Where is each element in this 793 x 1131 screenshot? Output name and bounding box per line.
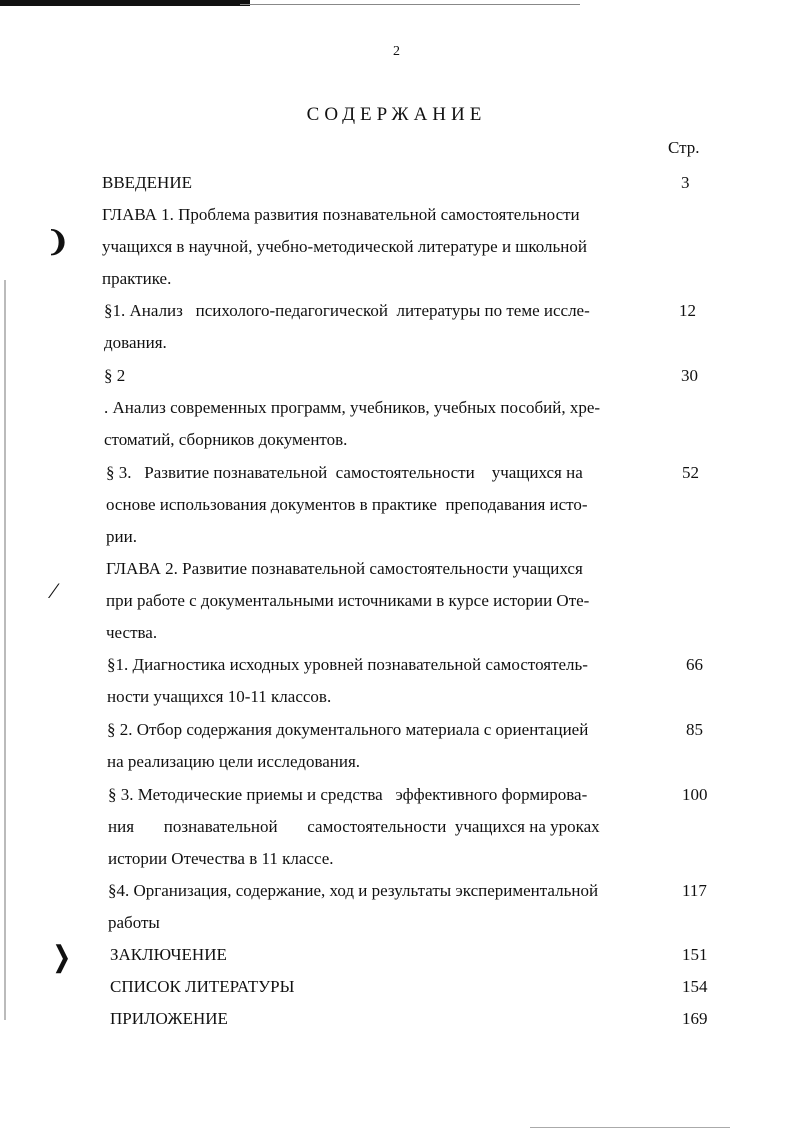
- toc-entry-page: 12: [679, 301, 696, 320]
- toc-entry-page: 52: [682, 463, 699, 482]
- toc-entry-line: стоматий, сборников документов.: [104, 430, 348, 449]
- toc-entry: [0, 649, 793, 713]
- scan-artifact-top: [0, 0, 250, 6]
- toc-entry-line: ГЛАВА 1. Проблема развития познавательной самостоятельности: [102, 205, 580, 224]
- toc-entry-line: работы: [108, 913, 160, 932]
- toc-entry-page: 117: [682, 881, 707, 900]
- toc-entry: [0, 714, 793, 778]
- toc-entry: [0, 360, 793, 456]
- toc-entry-page: 3: [681, 173, 690, 192]
- toc-entry-line: §4. Организация, содержание, ход и результаты экспериментальной: [108, 881, 599, 900]
- toc-entry-line: истории Отечества в 11 классе.: [108, 849, 334, 868]
- toc-entry-line: ВВЕДЕНИЕ: [102, 173, 192, 192]
- toc-entry: [0, 939, 793, 971]
- scan-artifact-top-line: [240, 4, 580, 5]
- toc-entry-line: §1. Диагностика исходных уровней познавательной самостоятель-: [107, 655, 588, 674]
- toc-entry-page: 100: [682, 785, 708, 804]
- toc-entry-line: § 2: [104, 366, 126, 385]
- toc-entry-page: 30: [681, 366, 698, 385]
- toc-entry-line: ности учащихся 10-11 классов.: [107, 687, 332, 706]
- toc-entry-line: на реализацию цели исследования.: [107, 752, 361, 771]
- toc-entry-line: § 2. Отбор содержания документального материала с ориентацией: [107, 720, 589, 739]
- toc-entry-line: дования.: [104, 333, 167, 352]
- toc-entry: [0, 199, 793, 295]
- toc-entry-line: . Анализ современных программ, учебников, учебных пособий, хре-: [104, 398, 601, 417]
- toc-entry-line: § 3. Развитие познавательной самостоятельности учащихся на: [106, 463, 583, 482]
- toc-entry-page: 66: [686, 655, 703, 674]
- toc-entry: [0, 779, 793, 875]
- toc-entry-line: ния познавательной самостоятельности учащихся на уроках: [108, 817, 600, 836]
- toc-entry-line: учащихся в научной, учебно-методической литературе и школьной: [102, 237, 587, 256]
- toc-entry-line: основе использования документов в практике преподавания исто-: [106, 495, 588, 514]
- toc-entry-page: 169: [682, 1009, 708, 1028]
- toc-entry: [0, 875, 793, 939]
- page-column-label: Стр.: [668, 138, 700, 157]
- toc-entry-page: 85: [686, 720, 703, 739]
- toc-entry-line: § 3. Методические приемы и средства эффективного формирова-: [108, 785, 588, 804]
- toc-entry-page: 151: [682, 945, 708, 964]
- toc-entry: [0, 295, 793, 359]
- toc-entry-line: рии.: [106, 527, 137, 546]
- toc-entry: [0, 971, 793, 1003]
- toc-entry-line: ГЛАВА 2. Развитие познавательной самостоятельности учащихся: [106, 559, 583, 578]
- toc-entry: [0, 1003, 793, 1035]
- page-title: СОДЕРЖАНИЕ: [306, 104, 487, 125]
- binding-mark-icon: ⁄: [52, 578, 56, 603]
- binding-mark-icon: ❩: [46, 227, 70, 258]
- toc-entry: [0, 167, 793, 199]
- toc-entry-line: ЗАКЛЮЧЕНИЕ: [110, 945, 227, 964]
- toc-entry: [0, 457, 793, 553]
- binding-mark-icon: ❭: [50, 942, 74, 973]
- toc-entry-line: §1. Анализ психолого-педагогической литературы по теме иссле-: [104, 301, 590, 320]
- toc-entry-line: практике.: [102, 269, 172, 288]
- toc-entry: [0, 553, 793, 649]
- toc-entry-page: 154: [682, 977, 708, 996]
- page-number: 2: [393, 44, 400, 59]
- toc-entry-line: при работе с документальными источниками в курсе истории Оте-: [106, 591, 590, 610]
- scan-artifact-bottom-line: [530, 1127, 730, 1128]
- toc-entry-line: чества.: [106, 623, 158, 642]
- toc-entry-line: СПИСОК ЛИТЕРАТУРЫ: [110, 977, 295, 996]
- toc-entry-line: ПРИЛОЖЕНИЕ: [110, 1009, 228, 1028]
